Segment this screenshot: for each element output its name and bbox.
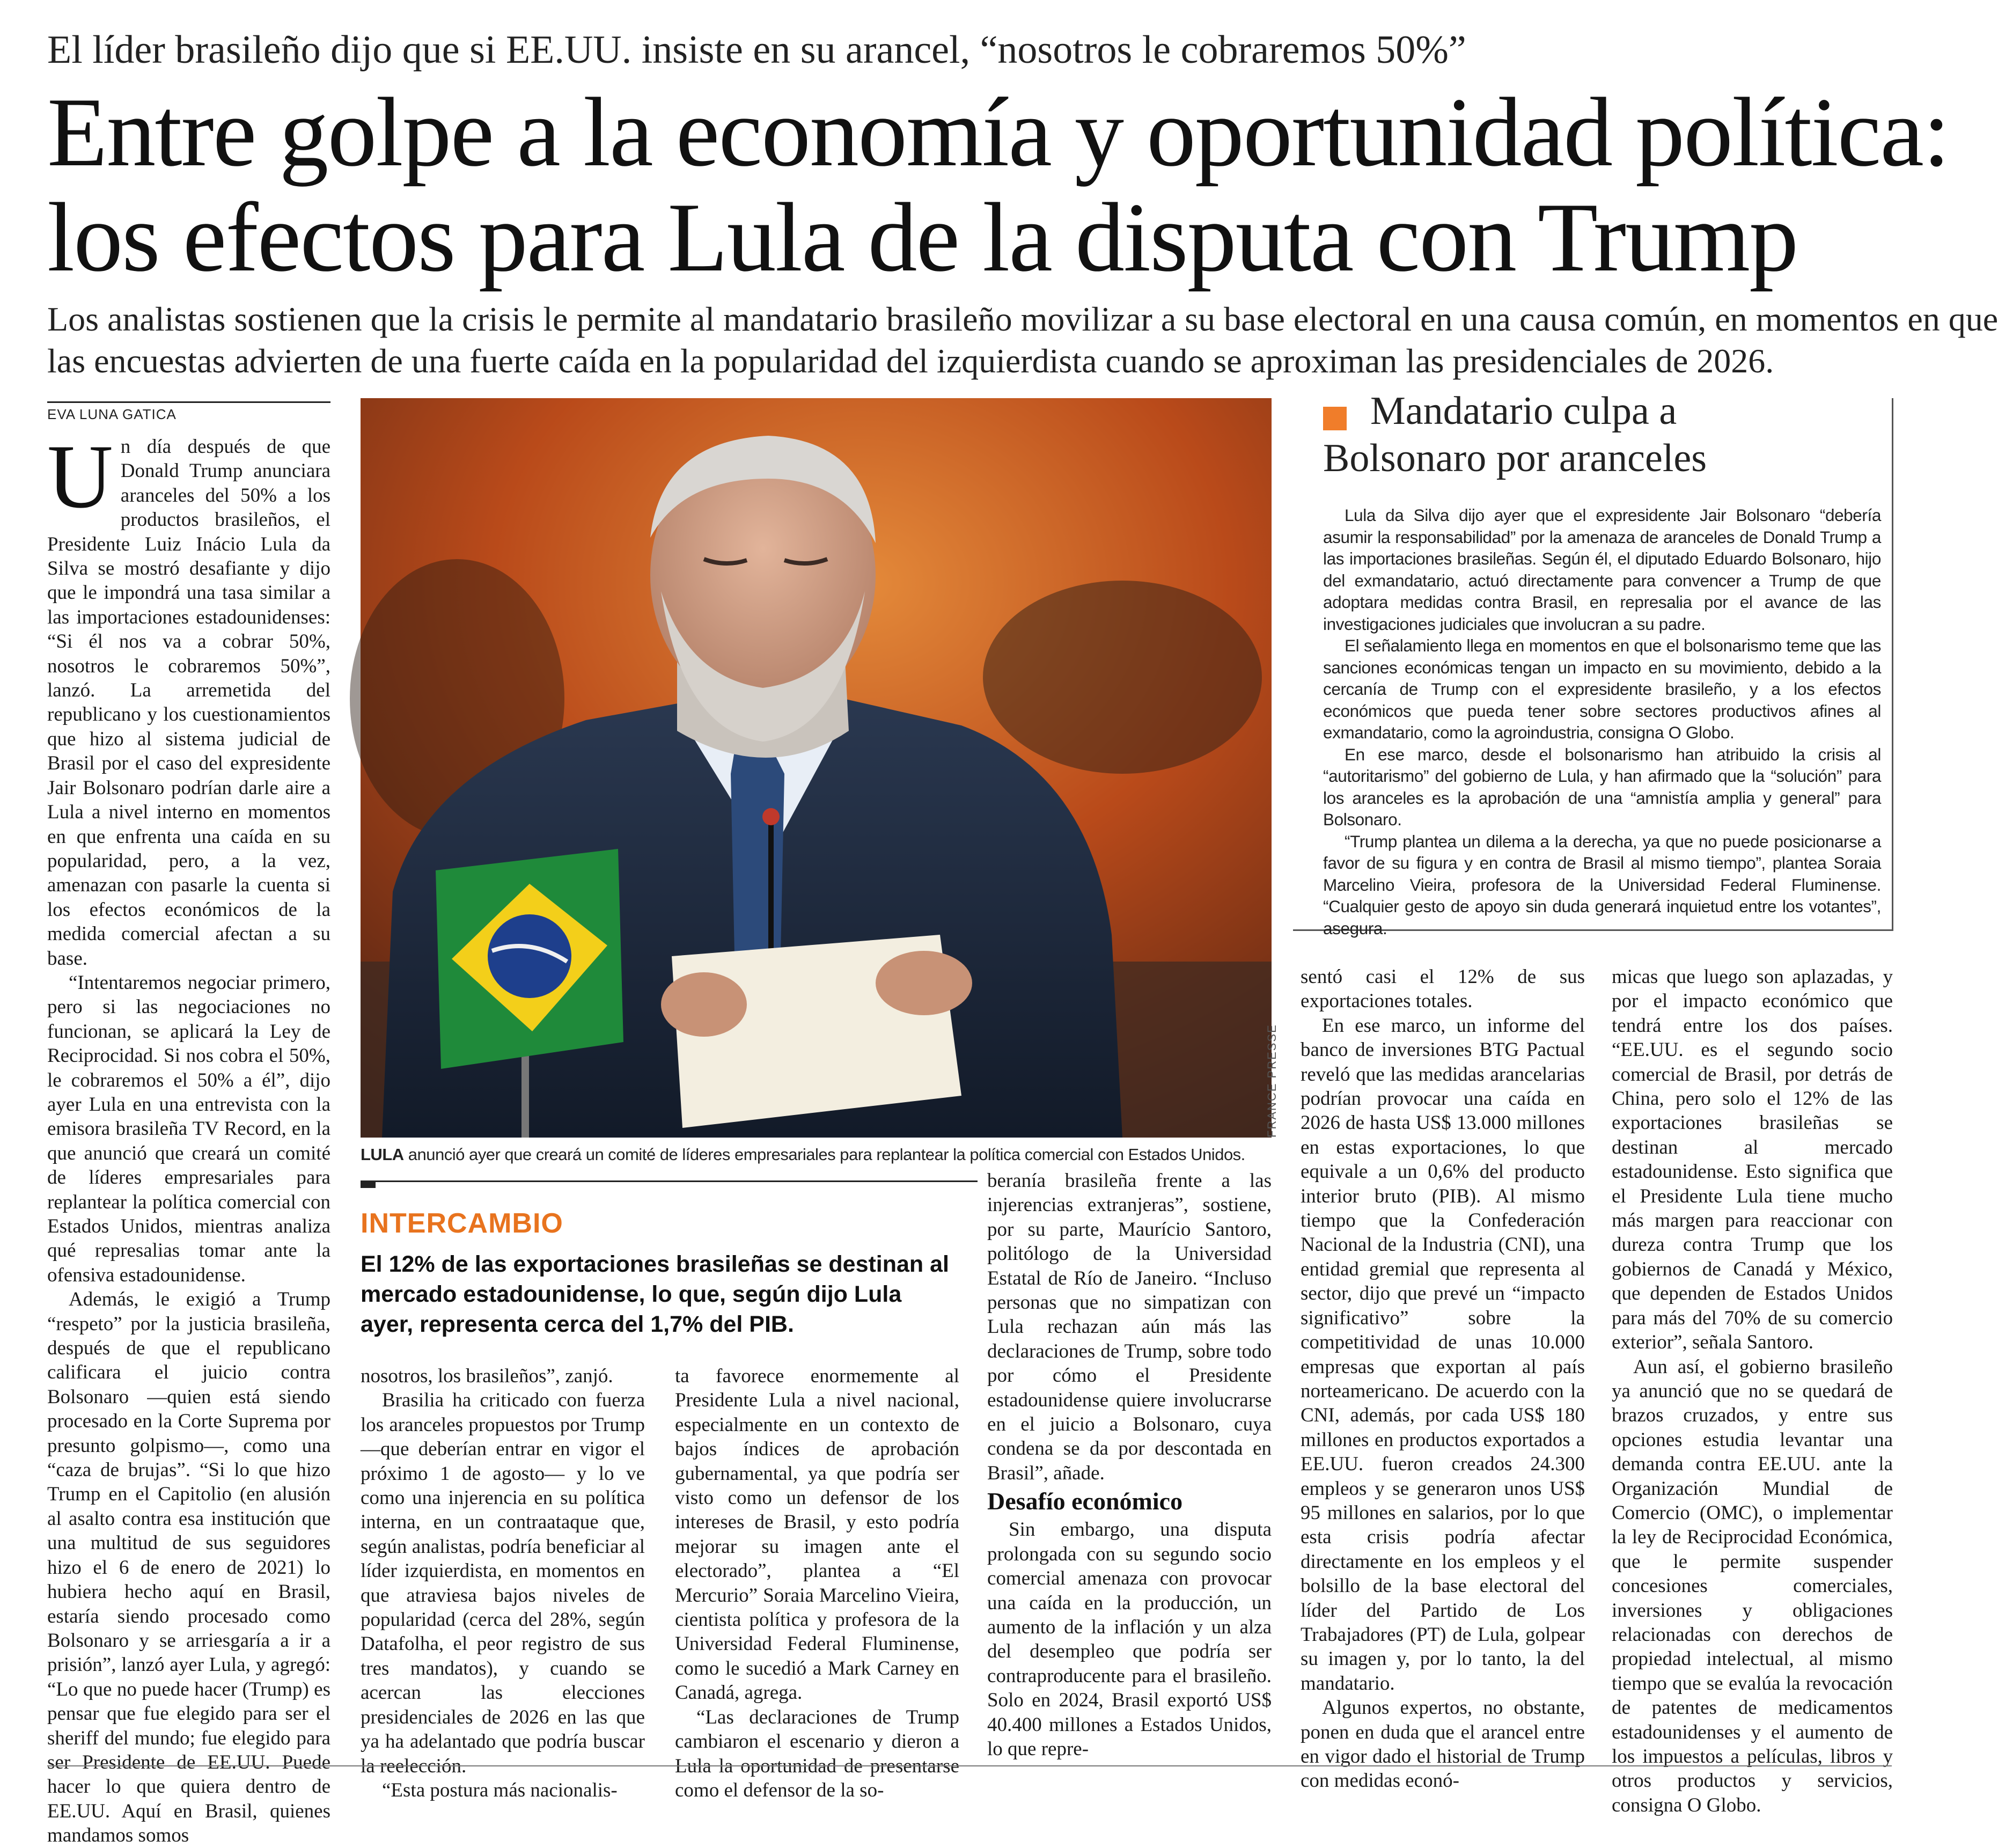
sidebar-paragraph: El señalamiento llega en momentos en que el bolsonarismo teme que las sanciones económicas tengan un impacto en su movimiento, debido a la cercanía de Trump con el expresidente brasileño, y a los efectos económicos que pueda tener sobre sectores productivos afines al exmandatario, como la agroindustria, consigna O Globo. [1323, 636, 1881, 742]
section-deck-line-2: mercado estadounidense, lo que, según dijo Lula [361, 1281, 902, 1307]
paragraph: Sin embargo, una disputa prolongada con su segundo socio comercial amenaza con provocar una caída en la producción, un aumento de la inflación y un alza del desempleo que podría ser contraproducente para el brasileño. Solo en 2024, Brasil exportó US$ 40.400 millones a Estados Unidos, lo que repre- [987, 1519, 1272, 1760]
drop-cap: U [47, 426, 113, 527]
article-column-6 [1612, 965, 1893, 1816]
photo-illustration [361, 398, 1272, 1138]
paragraph: ta favorece enormemente al Presidente Lula a nivel nacional, especialmente en un contexto de bajos índices de aprobación gubernamental, ya que podría ser visto como un defensor de los intereses de Brasil, y esto podría mejorar su imagen ante el electorado”, plantea a “El Mercurio” Soraia Marcelino Vieira, cientista política y profesora de la Universidad Federal Fluminense, como le sucedió a Mark Carney en Canadá, agrega. [675, 1365, 959, 1704]
section-label: INTERCAMBIO [361, 1208, 563, 1239]
paragraph: Aun así, el gobierno brasileño ya anunció que no se quedará de brazos cruzados, y entre sus opciones estudia levantar una demanda contra EE.UU. ante la Organización Mundial de Comercio (OMC), o implementar la ley de Reciprocidad Económica, que le permite suspender concesiones comerciales, inversiones y obligaciones relacionadas con derechos de propiedad intelectual, al mismo tiempo que se evalúa la revocación de patentes de medicamentos estadounidenses y el aumento de los impuestos a películas, libros y otros productos y servicios, consigna O Globo. [1612, 1355, 1893, 1816]
section-subhead: Desafío económico [987, 1487, 1183, 1515]
photo-caption [361, 1144, 1272, 1165]
lula-photo [361, 398, 1272, 1138]
paragraph: Además, le exigió a Trump “respeto” por la justicia brasileña, después de que el republicano calificara el juicio contra Bolsonaro —quien está siendo procesado en la Corte Suprema por presunto golpismo—, como una “caza de brujas”. “Si lo que hizo Trump en el Capitolio (en alusión al asalto contra esa institución que una multitud de sus seguidores hizo el 6 de enero de 2021) lo hubiera hecho aquí en Brasil, estaría siendo procesado como Bolsonaro y se arriesgaría a ir a prisión”, lanzó ayer Lula, y agregó: “Lo que no puede hacer (Trump) es pensar que fue elegido para ser el sheriff del mundo; fue elegido para ser Presidente de EE.UU. Puede hacer lo que quiera dentro de EE.UU. Aquí en Brasil, quienes mandamos somos [47, 1288, 330, 1847]
headline-line-1: Entre golpe a la economía y oportunidad política: [47, 77, 1950, 187]
article-column-4 [987, 1169, 1272, 1761]
sidebar-title [1323, 387, 1881, 482]
paragraph: “Intentaremos negociar primero, pero si las negociaciones no funcionan, se aplicará la Ley de Reciprocidad. Si nos cobra el 50%, le cobraremos el 50% a él”, dijo ayer Lula en una entrevista con la emisora brasileña TV Record, en la que anunció que creará un comité de líderes empresariales para replantear la política comercial con Estados Unidos, mientras analiza qué represalias tomar ante la ofensiva estadounidense. [47, 971, 330, 1286]
section-deck-line-1: El 12% de las exportaciones brasileñas se destinan al [361, 1251, 950, 1277]
sidebar-paragraph: “Trump plantea un dilema a la derecha, ya que no puede posicionarse a favor de su figura y en contra de Brasil al mismo tiempo”, plantea Soraia Marcelino Vieira, profesora de la Universidad Federal Fluminense. “Cualquier gesto de apoyo sin duda generará inquietud entre los votantes”, asegura. [1323, 831, 1881, 938]
article-deck [47, 298, 1998, 382]
paragraph: Brasilia ha criticado con fuerza los aranceles propuestos por Trump —que deberían entrar en vigor el próximo 1 de agosto— y lo ve como una injerencia en su política interna, en un contraataque que, según analistas, podría beneficiar al líder izquierdista, en momentos en que atraviesa bajos niveles de popularidad (cerca del 28%, según Datafolha, el peor registro de sus tres mandatos), y cuando se acercan las elecciones presidenciales de 2026 en las que ya ha adelantado que podría buscar la reelección. [361, 1389, 645, 1777]
byline: EVA LUNA GATICA [47, 401, 330, 423]
bottom-rule [47, 1765, 1892, 1766]
paragraph: beranía brasileña frente a las injerencias extranjeras”, sostiene, por su parte, Maurício Santoro, politólogo de la Universidad Estatal de Río de Janeiro. “Incluso personas que no simpatizan con Lula rechazan aún más las declaraciones de Trump, sobre todo por cómo el Presidente estadounidense quiere involucrarse en el juicio a Bolsonaro, cuya condena se da por descontada en Brasil”, añade. [987, 1170, 1272, 1484]
headline-line-2: los efectos para Lula de la disputa con Trump [47, 182, 1798, 292]
article-column-3 [675, 1364, 959, 1801]
sidebar-paragraph: En ese marco, desde el bolsonarismo han atribuido la crisis al “autoritarismo” del gobierno de Lula, y han afirmado que la “solución” para los aranceles es la aprobación de una “amnistía amplia y general” para Bolsonaro. [1323, 744, 1881, 829]
paragraph: “Las declaraciones de Trump cambiaron el escenario y dieron a Lula la oportunidad de presentarse como el defensor de la so- [675, 1706, 959, 1801]
sidebar-title-line-1: Mandatario culpa a [1370, 389, 1677, 433]
caption-text: anunció ayer que creará un comité de líderes empresariales para replantear la política comercial con Estados Unidos. [403, 1145, 1245, 1164]
photo-credit: FRANCE PRESSE [1265, 1024, 1279, 1138]
article-headline [47, 77, 1950, 292]
paragraph: En ese marco, un informe del banco de inversiones BTG Pactual reveló que las medidas arancelarias podrían provocar una caída en 2026 de hasta US$ 13.000 millones en estas exportaciones, lo que equivale a un 0,6% del producto interior bruto (PIB). Al mismo tiempo que la Confederación Nacional de la Industria (CNI), una entidad gremial que representa al sector, dijo que prevé un “impacto significativo” sobre la competitividad de unas 10.000 empresas que exportan al país norteamericano. De acuerdo con la CNI, además, por cada US$ 180 millones en productos exportados a EE.UU. fueron creados 24.300 empleos y se generaron unos US$ 95 millones en salarios, por lo que esta crisis podría afectar directamente en los empleos y el bolsillo de la base electoral del líder del Partido de Los Trabajadores (PT) de Lula, golpear su imagen y, por lo tanto, la del mandatario. [1301, 1014, 1585, 1695]
section-rule [361, 1180, 978, 1193]
article-kicker: El líder brasileño dijo que si EE.UU. insiste en su arancel, “nosotros le cobraremos 50%” [47, 28, 1466, 72]
article-column-5 [1301, 965, 1585, 1792]
sidebar-body [1323, 504, 1881, 938]
sidebar-paragraph: Lula da Silva dijo ayer que el expresidente Jair Bolsonaro “debería asumir la responsabilidad” por la amenaza de aranceles de Donald Trump a las importaciones brasileñas. Según él, el diputado Eduardo Bolsonaro, hijo del exmandatario, actuó directamente para convencer a Trump de que adoptara medidas contra Brasil, en represalia por el avance de las investigaciones judiciales que involucran a su padre. [1323, 505, 1881, 634]
deck-line-1: Los analistas sostienen que la crisis le permite al mandatario brasileño movilizar a su base electoral en una causa común, en momentos en que [47, 300, 1998, 338]
caption-lead: LULA [361, 1145, 404, 1164]
article-column-1 [47, 426, 330, 1847]
section-deck [361, 1249, 978, 1339]
article-column-2 [361, 1364, 645, 1801]
paragraph: “Esta postura más nacionalis- [382, 1779, 618, 1801]
paragraph: micas que luego son aplazadas, y por el impacto económico que tendrá entre los dos países. “EE.UU. es el segundo socio comercial de Brasil, por detrás de China, pero solo el 12% de las exportaciones brasileñas se destinan al mercado estadounidense. Esto significa que el Presidente Lula tiene mucho más margen para reaccionar con dureza contra Trump que los gobiernos de Canadá y México, que dependen de Estados Unidos para más del 70% de su comercio exterior”, señala Santoro. [1612, 966, 1893, 1354]
paragraph: Algunos expertos, no obstante, ponen en duda que el arancel entre en vigor dado el historial de Trump con medidas econó- [1301, 1697, 1585, 1792]
paragraph-text: n día después de que Donald Trump anunciara aranceles del 50% a los productos brasileños, el Presidente Luiz Inácio Lula da Silva se mostró desafiante y dijo que le impondrá una tasa similar a las importaciones estadounidenses: “Si él nos va a cobrar 50%, nosotros le cobraremos 50%”, lanzó. La arremetida del republicano y los cuestionamientos que hizo al sistema judicial de Brasil por el caso del expresidente Jair Bolsonaro podrían darle aire a Lula a nivel interno en momentos en que enfrenta una caída en su popularidad, pero, a la vez, amenazan con pasarle la cuenta si los efectos económicos de la medida comercial afectan a su base. [47, 436, 330, 970]
sidebar-title-line-2: Bolsonaro por aranceles [1323, 436, 1707, 480]
paragraph [47, 426, 330, 971]
deck-line-2: las encuestas advierten de una fuerte caída en la popularidad del izquierdista cuando se aproximan las presidenciales de 2026. [47, 342, 1774, 380]
paragraph: sentó casi el 12% de sus exportaciones totales. [1301, 966, 1585, 1013]
paragraph: nosotros, los brasileños”, zanjó. [361, 1365, 613, 1387]
section-deck-line-3: ayer, representa cerca del 1,7% del PIB. [361, 1311, 794, 1337]
